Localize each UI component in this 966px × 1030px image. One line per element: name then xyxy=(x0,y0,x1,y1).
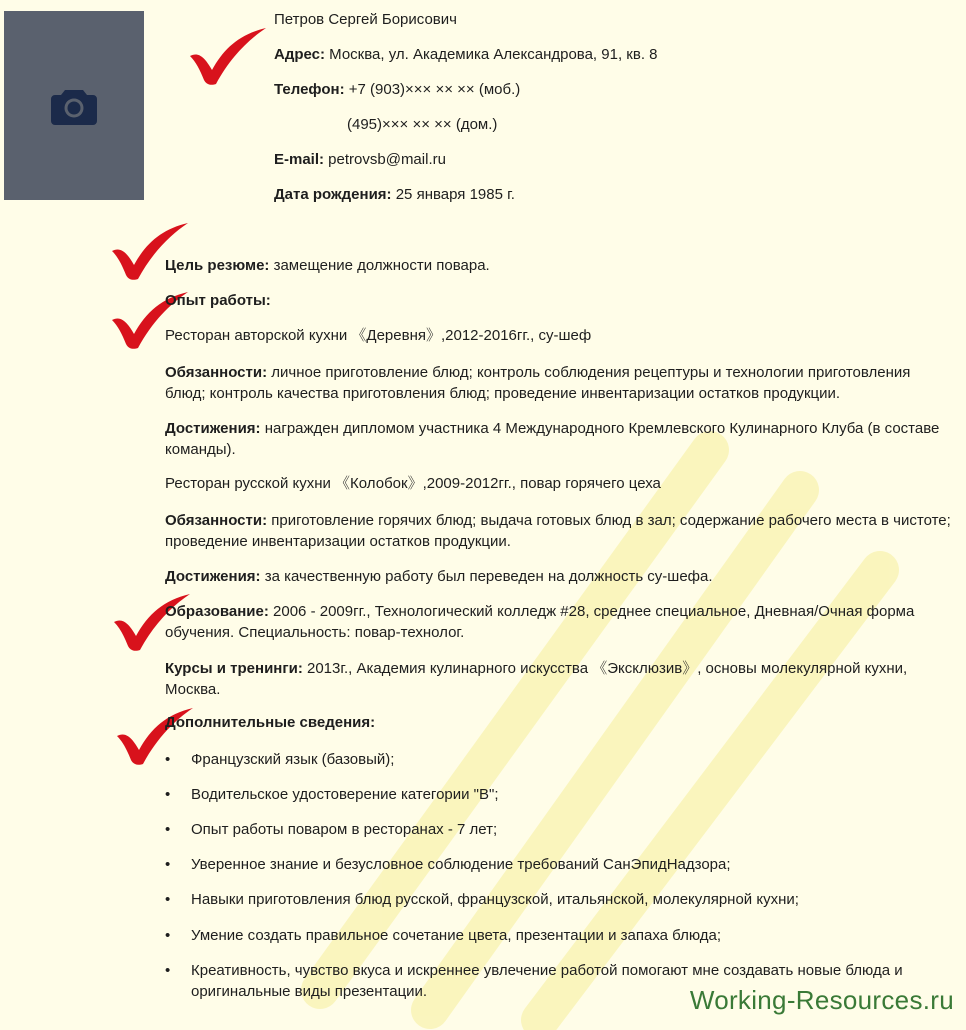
address-value: Москва, ул. Академика Александрова, 91, кв. 8 xyxy=(325,46,658,63)
list-item: Креативность, чувство вкуса и искреннее увлечение работой помогают мне создавать новые блюда и оригинальные виды презентации. xyxy=(191,962,903,1000)
goal-line xyxy=(165,256,490,276)
bullet-marker: • xyxy=(165,891,171,908)
birth-date-value: 25 января 1985 г. xyxy=(391,186,515,203)
goal-label: Цель резюме: xyxy=(165,257,270,274)
list-item: Водительское удостоверение категории "В"; xyxy=(191,786,499,803)
list-item: Уверенное знание и безусловное соблюдение требований СанЭпидНадзора; xyxy=(191,856,731,873)
education-line xyxy=(165,601,955,643)
job-achievements xyxy=(165,566,955,587)
phone-home: (495)××× ×× ×× (дом.) xyxy=(347,116,498,133)
goal-value: замещение должности повара. xyxy=(269,257,490,274)
courses-line xyxy=(165,658,955,700)
job-title: Ресторан авторской кухни 《Деревня》,2012-2016гг., су-шеф xyxy=(165,327,592,344)
job-title: Ресторан русской кухни 《Колобок》,2009-2012гг., повар горячего цеха xyxy=(165,475,661,492)
email-value[interactable]: petrovsb@mail.ru xyxy=(324,151,446,168)
bullet-marker: • xyxy=(165,751,171,768)
courses-value: 2013г., Академия кулинарного искусства 《Эксклюзив》, основы молекулярной кухни, Москва. xyxy=(165,660,908,698)
duties-label: Обязанности: xyxy=(165,512,268,529)
birth-date-label: Дата рождения: xyxy=(274,186,392,203)
phone-label: Телефон: xyxy=(274,81,345,98)
courses-label: Курсы и тренинги: xyxy=(165,660,303,677)
bullet-marker: • xyxy=(165,927,171,944)
phone-line xyxy=(274,80,520,100)
education-label: Образование: xyxy=(165,603,269,620)
bullet-marker: • xyxy=(165,856,171,873)
list-item: Умение создать правильное сочетание цвета, презентации и запаха блюда; xyxy=(191,927,722,944)
phone-mobile: +7 (903)××× ×× ×× (моб.) xyxy=(344,81,521,98)
list-item: Французский язык (базовый); xyxy=(191,751,395,768)
bullet-marker: • xyxy=(165,962,171,979)
experience-heading: Опыт работы: xyxy=(165,292,271,309)
email-label: E-mail: xyxy=(274,151,325,168)
address-line xyxy=(274,45,658,65)
photo-placeholder[interactable] xyxy=(4,11,144,200)
bullet-marker: • xyxy=(165,786,171,803)
list-item: Опыт работы поваром в ресторанах - 7 лет; xyxy=(191,821,498,838)
duties-text: личное приготовление блюд; контроль соблюдения рецептуры и технологии приготовления блюд; контроль качества приготовления блюд; проведение инвентаризации остатков продукции. xyxy=(165,364,911,402)
achievements-label: Достижения: xyxy=(165,568,261,585)
achievements-label: Достижения: xyxy=(165,420,261,437)
additional-heading: Дополнительные сведения: xyxy=(165,714,376,731)
list-item: Навыки приготовления блюд русской, французской, итальянской, молекулярной кухни; xyxy=(191,891,799,908)
checkmark-icon xyxy=(188,26,268,88)
duties-text: приготовление горячих блюд; выдача готовых блюд в зал; содержание рабочего места в чистоте; проведение инвентаризации остатков продукции. xyxy=(165,512,951,550)
birth-date-line xyxy=(274,185,515,205)
achievements-text: за качественную работу был переведен на должность су-шефа. xyxy=(260,568,713,585)
full-name: Петров Сергей Борисович xyxy=(274,11,457,28)
duties-label: Обязанности: xyxy=(165,364,268,381)
bullet-marker: • xyxy=(165,821,171,838)
job-duties xyxy=(165,362,955,404)
achievements-text: награжден дипломом участника 4 Международного Кремлевского Кулинарного Клуба (в составе команды). xyxy=(165,420,940,458)
education-value: 2006 - 2009гг., Технологический колледж #28, среднее специальное, Дневная/Очная форма обучения. Специальность: повар-технолог. xyxy=(165,603,915,641)
address-label: Адрес: xyxy=(274,46,325,63)
job-duties xyxy=(165,510,955,552)
job-achievements xyxy=(165,418,955,460)
camera-icon xyxy=(50,86,98,126)
email-line xyxy=(274,150,446,170)
site-watermark: Working-Resources.ru xyxy=(689,985,954,1015)
